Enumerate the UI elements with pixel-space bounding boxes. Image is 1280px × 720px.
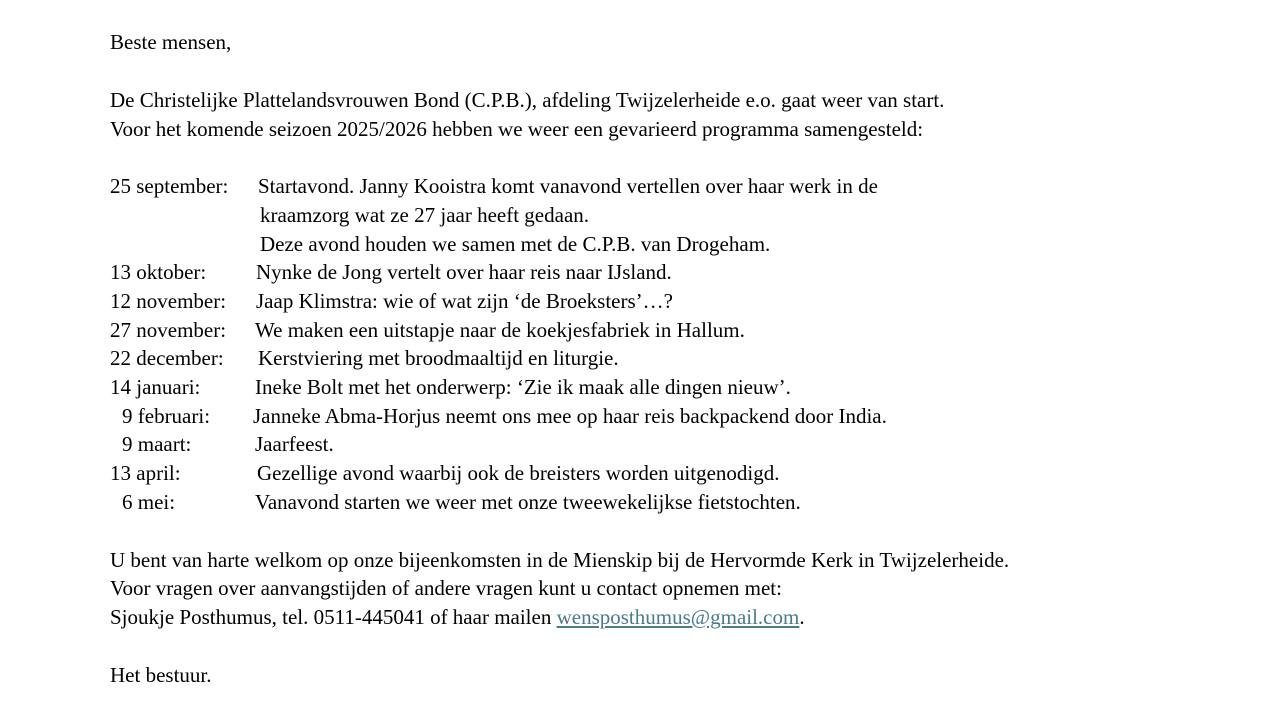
program-date: 27 november: <box>110 318 227 342</box>
program-description: We maken een uitstapje naar de koekjesfabriek in Hallum. <box>255 318 745 342</box>
program-description: kraamzorg wat ze 27 jaar heeft gedaan. <box>260 203 590 227</box>
program-description: Nynke de Jong vertelt over haar reis naar IJsland. <box>256 260 672 284</box>
program-description: Ineke Bolt met het onderwerp: ‘Zie ik maak alle dingen nieuw’. <box>255 375 791 399</box>
greeting: Beste mensen, <box>110 30 232 54</box>
program-date: 25 september: <box>110 174 229 198</box>
contact-person: Sjoukje Posthumus, tel. 0511-445041 of haar mailen <box>110 605 557 629</box>
program-description: Vanavond starten we weer met onze tweewekelijkse fietstochten. <box>255 490 801 514</box>
contact-line: Voor vragen over aanvangstijden of andere vragen kunt u contact opnemen met: <box>110 576 782 600</box>
program-date: 13 oktober: <box>110 260 207 284</box>
program-description: Startavond. Janny Kooistra komt vanavond vertellen over haar werk in de <box>258 174 878 198</box>
email-suffix: . <box>799 605 805 629</box>
program-date: 13 april: <box>110 461 181 485</box>
program-description: Janneke Abma-Horjus neemt ons mee op haar reis backpackend door India. <box>253 404 887 428</box>
closing-signature: Het bestuur. <box>110 663 212 687</box>
program-description: Gezellige avond waarbij ook de breisters worden uitgenodigd. <box>257 461 780 485</box>
program-description: Kerstviering met broodmaaltijd en liturgie. <box>258 346 619 370</box>
program-date: 9 maart: <box>122 432 192 456</box>
program-date: 12 november: <box>110 289 227 313</box>
program-date: 22 december: <box>110 346 224 370</box>
intro-line-1: De Christelijke Plattelandsvrouwen Bond (C.P.B.), afdeling Twijzelerheide e.o. gaat weer van start. <box>110 88 945 112</box>
program-description: Deze avond houden we samen met de C.P.B. van Drogeham. <box>260 232 771 256</box>
program-date: 9 februari: <box>122 404 211 428</box>
contact-details <box>110 603 805 631</box>
program-description: Jaap Klimstra: wie of wat zijn ‘de Broeksters’…? <box>256 289 673 313</box>
program-date: 6 mei: <box>122 490 176 514</box>
intro-line-2: Voor het komende seizoen 2025/2026 hebben we weer een gevarieerd programma samengesteld: <box>110 117 924 141</box>
program-date: 14 januari: <box>110 375 201 399</box>
email-link[interactable]: wensposthumus@gmail.com <box>556 605 800 629</box>
program-description: Jaarfeest. <box>255 432 334 456</box>
welcome-line: U bent van harte welkom op onze bijeenkomsten in de Mienskip bij de Hervormde Kerk in Twijzelerheide. <box>110 548 1010 572</box>
